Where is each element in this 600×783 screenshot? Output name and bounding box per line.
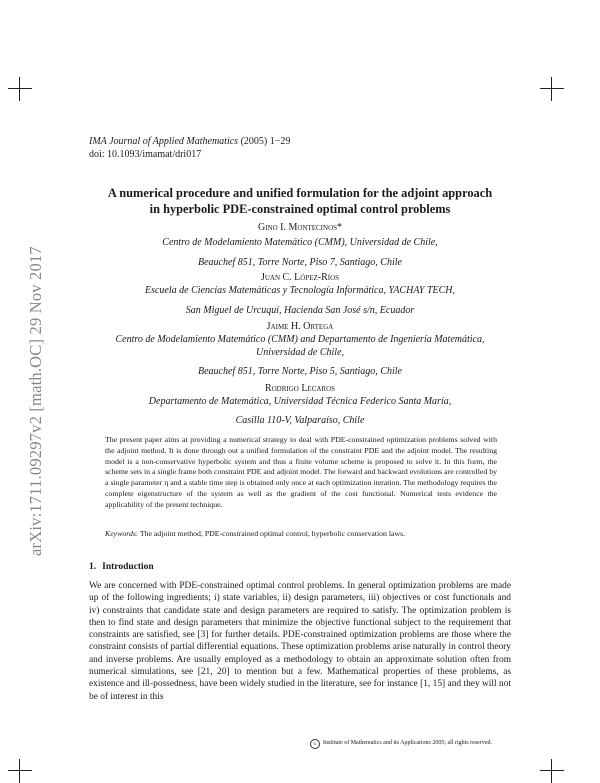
author-block	[80, 321, 520, 379]
journal-citation: (2005) 1−29	[238, 136, 291, 147]
author-block	[80, 222, 520, 269]
author-affiliation-line: Casilla 110-V, Valparaíso, Chile	[235, 415, 365, 426]
journal-name: IMA Journal of Applied Mathematics	[89, 136, 239, 147]
author-list	[80, 222, 520, 428]
crop-mark-bottom-left-v	[19, 759, 20, 783]
title-line-2: in hyperbolic PDE-constrained optimal control problems	[149, 202, 451, 216]
author-affiliation-line: Universidad de Chile,	[255, 346, 345, 358]
author-affiliation-line: Beauchef 851, Torre Norte, Piso 5, Santiago, Chile	[198, 366, 402, 377]
crop-mark-top-left-v	[19, 77, 20, 101]
author-name: Rodrigo Lecaros	[264, 382, 336, 394]
abstract: The present paper aims at providing a numerical strategy to deal with PDE-constrained optimization problems solved with the adjoint method. It is done through out a unified formulation of the constraint PDE and the adjoint model. The resulting model is a non-conservative hyperbolic system and thus a finite volume scheme is proposed to solve it. In this form, the scheme sets in a single frame both constraint PDE and adjoint model. The forward and backward evolutions are controlled by a single parameter η and a stable time step is obtained only once at each optimization iteration. The methodology requires the complete eigenstructure of the system as well as the gradient of the cost functional. Numerical tests evidence the applicability of the present technique.	[105, 435, 497, 509]
journal-header	[89, 135, 290, 161]
paper-title	[80, 185, 520, 217]
crop-mark-bottom-right-h	[540, 770, 564, 771]
journal-doi: doi: 10.1093/imamat/dri017	[89, 149, 202, 160]
title-line-1: A numerical procedure and unified formulation for the adjoint approach	[107, 186, 493, 200]
copyright-icon: c	[310, 739, 320, 749]
author-block	[80, 383, 520, 428]
author-affiliation-line: Escuela de Ciencias Matemáticas y Tecnología Informática, YACHAY TECH,	[144, 285, 456, 296]
introduction-paragraph: We are concerned with PDE-constrained optimal control problems. In general optimization problems are made up of the following ingredients; i) state variables, ii) design parameters, iii) objectives or cost functionals and iv) constraints that candidate state and design parameters are required to satisfy. The optimization problem is then to find state and design parameters that minimize the objective functional subject to the requirement that constraints are satisfied, see [3] for further details. PDE-constrained optimization problems are those where the constraint consists of partial differential equations. These optimization problems arise naturally in control theory and inverse problems. Are usually employed as a methodology to obtain an approximate solution often from numerical simulations, see [21, 20] to mention but a few. Mathematical properties of these problems, as existence and ill-possedness, have been widely studied in the literature, see for instance [1, 15] and they will not be of interest in this	[89, 581, 511, 702]
author-affiliation-line: Centro de Modelamiento Matemático (CMM) and Departamento de Ingeniería Matemática,	[115, 334, 485, 345]
section-heading	[89, 562, 154, 572]
author-block	[80, 272, 520, 317]
copyright-text: Institute of Mathematics and its Applications 2005; all rights reserved.	[323, 740, 492, 746]
author-affiliation-line: Beauchef 851, Torre Norte, Piso 7, Santiago, Chile	[198, 256, 402, 268]
keywords	[105, 529, 497, 538]
author-name: Gino I. Montecinos*	[257, 222, 343, 233]
crop-mark-top-right-v	[551, 77, 552, 101]
author-affiliation-line: Centro de Modelamiento Matemático (CMM), Universidad de Chile,	[162, 237, 438, 248]
copyright-notice	[310, 739, 492, 749]
author-name: Jaime H. Ortega	[266, 321, 334, 332]
crop-mark-bottom-right-v	[551, 759, 552, 783]
crop-mark-top-left-h	[8, 88, 32, 89]
section-number: 1.	[89, 562, 97, 572]
keywords-label: Keywords	[105, 529, 136, 538]
author-affiliation-line: San Miguel de Urcuquí, Hacienda San José s/n, Ecuador	[185, 304, 415, 316]
author-name: Juan C. López-Ríos	[260, 272, 340, 283]
arxiv-identifier: arXiv:1711.09297v2 [math.OC] 29 Nov 2017	[26, 246, 45, 556]
section-title: Introduction	[102, 562, 154, 572]
crop-mark-top-right-h	[540, 88, 564, 89]
author-affiliation-line: Departamento de Matemática, Universidad Técnica Federico Santa María,	[148, 395, 452, 407]
crop-mark-bottom-left-h	[8, 770, 32, 771]
keywords-text: : The adjoint method, PDE-constrained optimal control, hyperbolic conservation laws.	[135, 529, 406, 538]
